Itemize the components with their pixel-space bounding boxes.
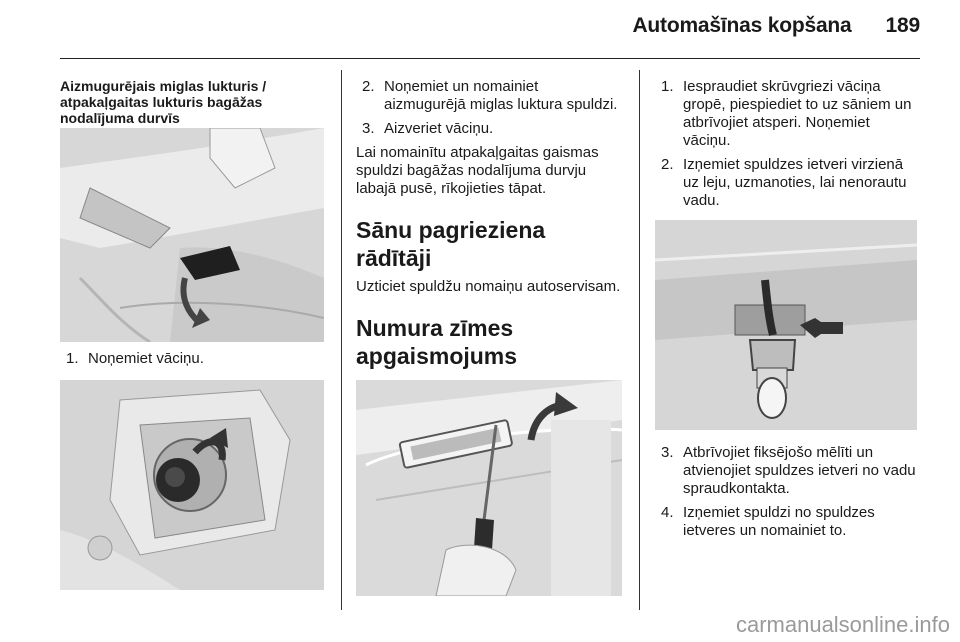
step-text: Iespraudiet skrūvgriezi vāciņa gropē, piespiediet to uz sāniem un atbrīvojiet atsperi. Noņemiet vāciņu.	[683, 78, 912, 149]
figure-bulb-holder-removal	[655, 220, 917, 430]
steps-list	[655, 78, 920, 210]
step-text: Atbrīvojiet fiksējošo mēlīti un atvienojiet spuldzes ietveri no vadu spraudkontakta.	[683, 444, 916, 497]
step-number: 4.	[661, 504, 674, 521]
steps-list	[60, 350, 324, 368]
list-item	[356, 120, 622, 138]
step-number: 1.	[661, 78, 674, 95]
step-text: Izņemiet spuldzes ietveri virzienā uz leju, uzmanoties, lai nenorautu vadu.	[683, 156, 907, 209]
step-text: Noņemiet vāciņu.	[88, 350, 204, 367]
step-number: 2.	[661, 156, 674, 173]
step-text: Aizveriet vāciņu.	[384, 120, 494, 137]
step-number: 2.	[362, 78, 375, 95]
step-number: 3.	[661, 444, 674, 461]
column-3	[655, 78, 920, 540]
list-item	[655, 444, 920, 498]
step-text: Izņemiet spuldzi no spuldzes ietveres un nomainiet to.	[683, 504, 875, 539]
column-divider	[639, 70, 640, 610]
section-subheading: Aizmugurējais miglas lukturis / atpakaļgaitas lukturis bagāžas nodalījuma durvīs	[60, 78, 267, 126]
instruction-paragraph: Lai nomainītu atpakaļgaitas gaismas spuldzi bagāžas nodalījuma durvju labajā pusē, rīkojieties tāpat.	[356, 144, 599, 197]
figure-tailgate-lamp-cover	[60, 128, 324, 342]
column-1	[60, 78, 324, 590]
section-heading: Sānu pagrieziena rādītāji	[356, 217, 546, 271]
list-item	[356, 78, 622, 114]
heading-line: Numura zīmes	[356, 315, 514, 341]
section-title: Automašīnas kopšana	[632, 14, 852, 37]
list-item	[655, 78, 920, 150]
list-item	[655, 504, 920, 540]
figure-bulb-socket	[60, 380, 324, 590]
heading-line: apgaismojums	[356, 343, 518, 369]
step-text: Noņemiet un nomainiet aizmugurējā miglas luktura spuldzi.	[384, 78, 618, 113]
page-number: 189	[885, 14, 920, 37]
step-number: 3.	[362, 120, 375, 137]
column-2	[356, 78, 622, 596]
steps-list	[356, 78, 622, 138]
watermark: carmanualsonline.info	[735, 612, 950, 637]
section-heading	[356, 314, 622, 370]
steps-list	[655, 444, 920, 540]
instruction-paragraph: Uzticiet spuldžu nomaiņu autoservisam.	[356, 278, 621, 295]
step-number: 1.	[66, 350, 79, 367]
list-item	[655, 156, 920, 210]
page-header	[632, 14, 920, 38]
list-item	[60, 350, 324, 368]
figure-license-plate-lamp	[356, 380, 622, 596]
column-divider	[341, 70, 342, 610]
header-rule	[60, 58, 920, 59]
